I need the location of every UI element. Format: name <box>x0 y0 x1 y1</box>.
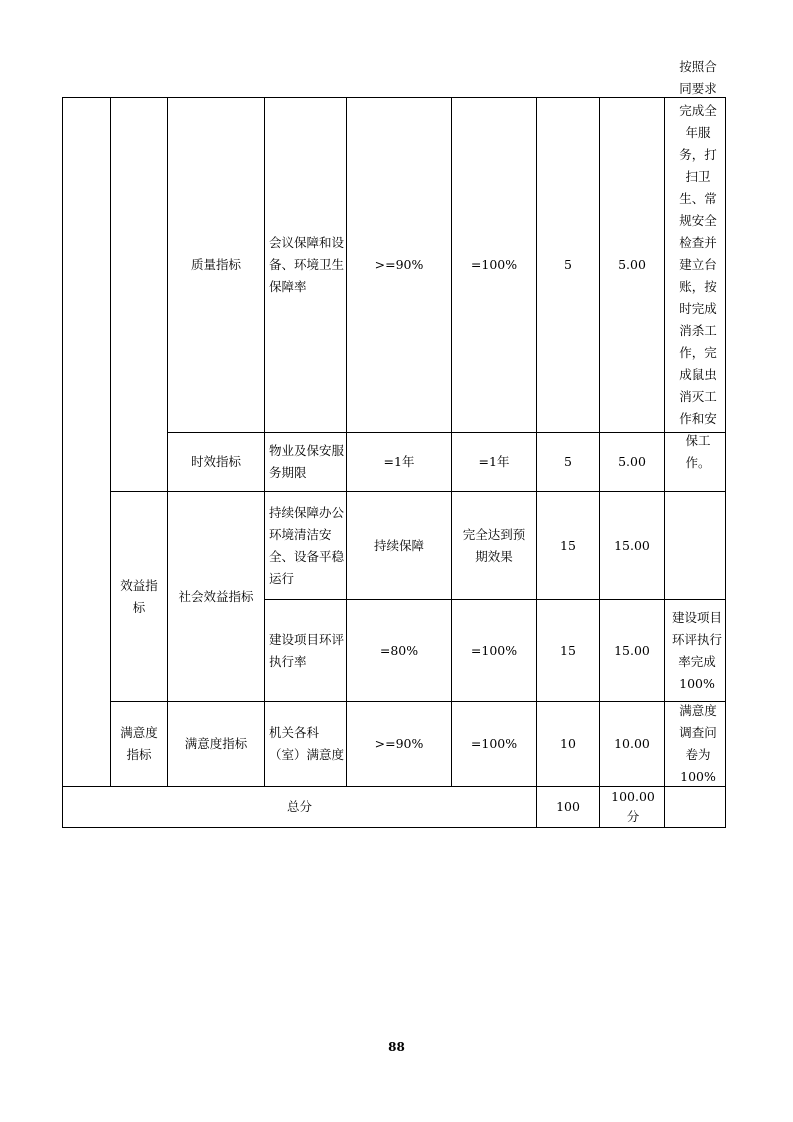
social1-score: 15.00 <box>614 537 650 553</box>
quality-score: 5.00 <box>618 257 646 272</box>
satisfaction-actual: =100% <box>470 736 518 751</box>
satisfaction-sub-indicator: 满意度指标 <box>184 736 248 751</box>
satisfaction-category: 满意度指标 <box>120 725 158 762</box>
total-weight: 100 <box>556 799 580 814</box>
social1-target: 持续保障 <box>373 537 424 553</box>
social2-weight: 15 <box>560 642 576 658</box>
timeliness-target: =1年 <box>383 454 415 469</box>
quality-sub-indicator: 质量指标 <box>190 257 241 272</box>
social2-indicator-name: 建设项目环评执行率 <box>269 631 345 669</box>
quality-target: >=90% <box>374 257 424 272</box>
social2-target: =80% <box>379 642 419 658</box>
timeliness-actual: =1年 <box>478 454 510 469</box>
quality-note: 按照合同要求完成全年服务，打扫卫生、常规安全检查并建立台账，按时完成消杀工作，完成鼠虫消灭工作和安保工作。 <box>679 59 717 470</box>
timeliness-sub-indicator: 时效指标 <box>190 454 241 469</box>
timeliness-weight: 5 <box>564 454 572 469</box>
satisfaction-target: >=90% <box>374 736 424 751</box>
social2-note: 建设项目环评执行率完成100% <box>672 609 723 691</box>
satisfaction-indicator-name: 机关各科（室）满意度 <box>269 725 345 762</box>
satisfaction-weight: 10 <box>560 736 576 751</box>
performance-table <box>62 59 726 828</box>
social2-score: 15.00 <box>614 642 650 658</box>
social2-actual: =100% <box>470 642 518 658</box>
satisfaction-score: 10.00 <box>614 736 650 751</box>
total-score: 100.00分 <box>611 789 655 824</box>
timeliness-score: 5.00 <box>618 454 646 469</box>
quality-weight: 5 <box>564 257 572 272</box>
timeliness-indicator-name: 物业及保安服务期限 <box>269 443 345 480</box>
social-benefit-sub-indicator: 社会效益指标 <box>178 588 254 604</box>
benefit-category: 效益指标 <box>120 577 158 615</box>
page-number: 88 <box>388 1040 405 1054</box>
social1-indicator-name: 持续保障办公环境清洁安全、设备平稳运行 <box>269 504 345 586</box>
satisfaction-note: 满意度调查问卷为100% <box>679 703 717 784</box>
quality-indicator-name: 会议保障和设备、环境卫生保障率 <box>269 235 345 294</box>
social1-weight: 15 <box>560 537 576 553</box>
quality-actual: =100% <box>470 257 518 272</box>
total-label: 总分 <box>286 799 312 814</box>
social1-actual: 完全达到预期效果 <box>462 526 526 564</box>
